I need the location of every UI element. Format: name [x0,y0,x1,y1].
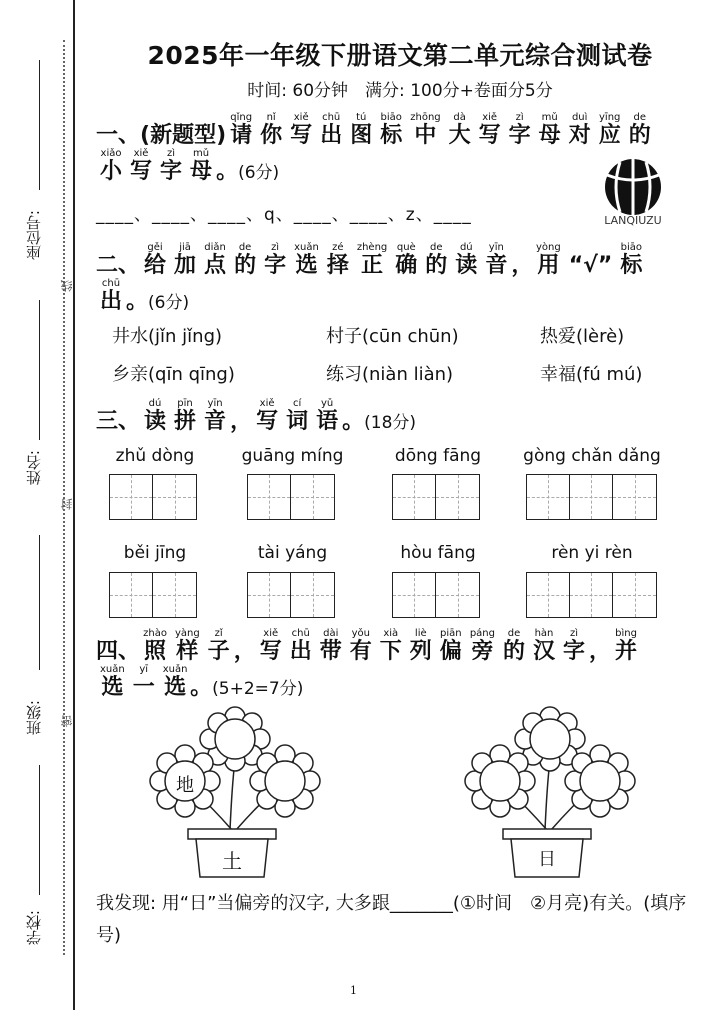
q3-end: 。 [342,409,365,434]
pinyin-char: 的de [425,242,448,278]
pinyin-char: 图tú [350,112,373,148]
pinyin-char: 字zì [264,242,287,278]
pinyin-char: 的de [234,242,257,278]
q3-pinyin: dōng fāng [394,446,482,466]
q4-text-c [611,628,641,664]
pinyin-char: 用yòng [535,242,561,278]
q1-number: 一、 [96,123,141,148]
pinyin-char: 带dài [319,628,342,664]
q3-pinyin: guāng míng [241,446,344,466]
pinyin-char: 照zhào [143,628,167,664]
pot-radical-2: 日 [538,849,556,870]
q4-end: 。 [190,675,213,700]
writing-grid[interactable] [109,474,197,520]
q3-pinyin: gòng chǎn dǎng [523,446,661,466]
pinyin-char: 的de [502,628,525,664]
question-2-line-2 [96,278,189,315]
writing-grid[interactable] [247,572,335,618]
q3-pinyin: běi jīng [123,543,187,563]
q2-option[interactable]: 村子(cūn chūn) [326,326,459,347]
pinyin-char: 的de [628,112,651,148]
pinyin-char: 加jiā [174,242,197,278]
pinyin-char: 旁páng [469,628,495,664]
q2-option[interactable]: 练习(niàn liàn) [326,364,454,385]
pinyin-char: 请qǐng [230,112,253,148]
pinyin-char: 选xuǎn [162,664,188,700]
q2-text-b [533,242,646,278]
pinyin-char: 有yǒu [349,628,372,664]
pinyin-char: 应yīng [598,112,621,148]
q3-pinyin: tài yáng [257,543,328,563]
pinyin-char: 写xiě [478,112,501,148]
pinyin-char: 词cí [286,398,309,434]
q2-option[interactable]: 乡亲(qīn qīng) [112,364,235,385]
q3-pinyin: zhǔ dòng [115,446,195,466]
pinyin-char: 列liè [409,628,432,664]
pinyin-char: 读dú [144,398,167,434]
q3-comma: ， [230,409,253,434]
pinyin-char: 给gěi [144,242,167,278]
class-label: 班级: [25,700,43,736]
pinyin-char: 字zì [508,112,531,148]
class-underline [39,535,40,670]
pinyin-char: 确què [395,242,418,278]
q2-option[interactable]: 井水(jǐn jǐng) [112,326,223,347]
pinyin-char: “√” [568,253,613,278]
pinyin-char: 对duì [568,112,591,148]
question-1-line-2 [96,148,279,185]
q3-text-b [252,398,342,434]
example-char: 地 [176,775,194,796]
q2-points: (6分) [148,293,190,313]
mark-line: 线 [60,280,74,292]
name-label: 姓名: [25,450,43,486]
q3-number: 三、 [96,409,141,434]
pinyin-char: 子zǐ [207,628,230,664]
pinyin-char: 语yǔ [316,398,339,434]
q2-option[interactable]: 幸福(fú mú) [540,364,643,385]
pinyin-char: 写xiě [256,398,279,434]
question-4-line-2 [96,664,303,701]
mark-seal: 封 [60,498,74,510]
pinyin-char: 汉hàn [533,628,556,664]
q3-pinyin: rèn yi rèn [551,543,633,563]
pinyin-char: 字zì [160,148,183,184]
q4-comma: ， [233,639,256,664]
q3-text [140,398,230,434]
pinyin-char: 母mǔ [190,148,213,184]
pinyin-char: 拼pīn [174,398,197,434]
q2-text-2 [96,278,126,314]
pinyin-char: 正zhèng [356,242,388,278]
q1-text [226,112,655,148]
pinyin-char: 出chū [320,112,343,148]
q1-answer-blanks: ____、____、____、q、____、____、z、____ [96,205,472,225]
q3-pinyin: hòu fāng [400,543,476,563]
pinyin-char: 中zhōng [410,112,441,148]
pinyin-char: 写xiě [130,148,153,184]
q1-points: (6分) [238,163,280,183]
pinyin-char: 你nǐ [260,112,283,148]
question-2-line-1 [96,242,646,279]
q2-comma: ， [511,253,534,278]
q2-option[interactable]: 热爱(lèrè) [540,326,625,347]
pinyin-char: 出chū [100,278,123,314]
pinyin-char: 偏piān [439,628,462,664]
seat-label: 座位号: [25,210,43,261]
pinyin-char: 读dú [455,242,478,278]
pinyin-char: 字zì [563,628,586,664]
writing-grid[interactable] [247,474,335,520]
pinyin-char: 写xiě [290,112,313,148]
pinyin-char: 音yīn [485,242,508,278]
writing-grid[interactable] [392,474,480,520]
q4-text-2 [96,664,190,700]
pot-radical-1: 土 [222,849,242,873]
pinyin-char: 选xuǎn [294,242,319,278]
name-underline [39,300,40,440]
writing-grid[interactable] [526,474,657,520]
q2-end: 。 [126,289,149,314]
pinyin-char: 点diǎn [204,242,227,278]
finding-sentence: 我发现: 用“日”当偏旁的汉字, 大多跟_______(①时间 ②月亮)有关。(填序号) [96,893,687,946]
q2-text [140,242,511,278]
pinyin-char: 音yīn [204,398,227,434]
q1-tag: (新题型) [140,123,227,148]
school-underline [39,765,40,895]
pinyin-char: 一yī [132,664,155,700]
pinyin-char: 标biāo [620,242,643,278]
logo-caption: LANQIUZU [604,214,662,227]
writing-grid[interactable] [109,572,197,618]
pinyin-char: 小xiǎo [100,148,123,184]
page-title: 2025年一年级下册语文第二单元综合测试卷 [147,41,653,70]
pinyin-char: 标biāo [380,112,403,148]
page-number: 1 [350,984,357,997]
school-label: 学校: [25,910,43,946]
seat-underline [39,60,40,190]
pinyin-char: 大dà [448,112,471,148]
q3-points: (18分) [364,413,417,433]
q4-number: 四、 [96,639,141,664]
question-1-line-1 [96,112,655,149]
mark-secret: 密 [60,715,74,727]
q4-points: (5+2=7分) [212,679,304,699]
pinyin-char: 并bìng [615,628,638,664]
pinyin-char: 择zé [326,242,349,278]
q1-end: 。 [216,159,239,184]
question-3-heading [96,398,416,435]
pinyin-char: 样yàng [174,628,200,664]
question-4-line-1 [96,628,641,665]
q1-text-2 [96,148,216,184]
writing-grid[interactable] [526,572,657,618]
exam-info: 时间: 60分钟 满分: 100分+卷面分5分 [247,81,553,101]
pinyin-char: 母mǔ [538,112,561,148]
q4-comma-2: ， [589,639,612,664]
pinyin-char: 写xiě [259,628,282,664]
q2-number: 二、 [96,253,141,278]
writing-grid[interactable] [392,572,480,618]
pinyin-char: 选xuǎn [100,664,125,700]
q4-text-b [256,628,589,664]
pinyin-char: 下xià [379,628,402,664]
pinyin-char: 出chū [289,628,312,664]
q4-text [140,628,234,664]
